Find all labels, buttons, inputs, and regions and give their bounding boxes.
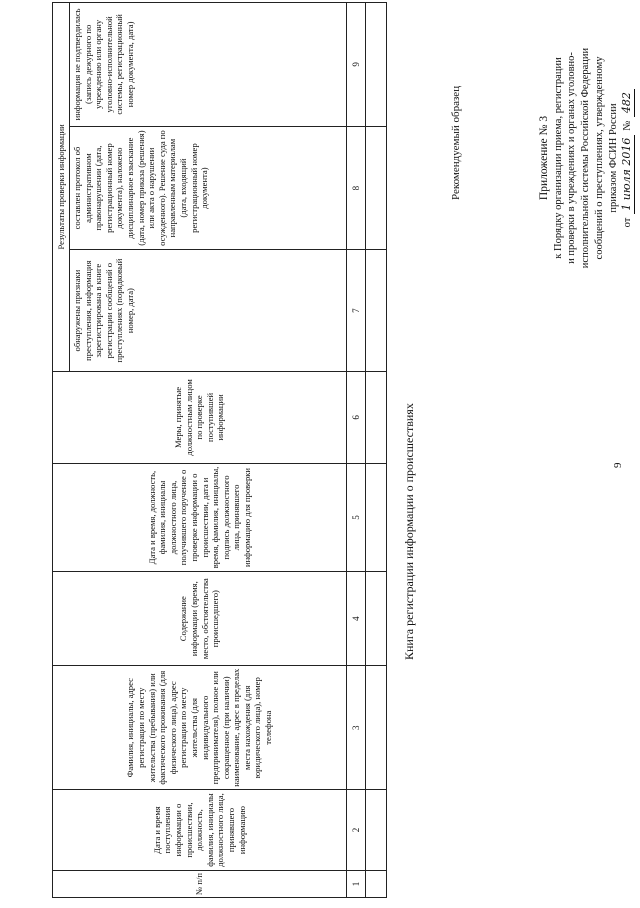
column-number: 2 (347, 790, 366, 871)
handwritten-order-number: 482 (620, 89, 635, 117)
appendix-line: сообщений о преступлениях, утвержденному (593, 56, 605, 260)
order-line (620, 28, 635, 288)
table-cell (366, 371, 387, 463)
column-number: 9 (347, 3, 366, 127)
header-cell: № п/п (53, 871, 347, 898)
column-number: 7 (347, 250, 366, 371)
book-title: Книга регистрации информации о происшествиях (402, 403, 416, 660)
page-number: 9 (612, 462, 624, 468)
header-cell: Содержание информации (время, место, обстоятельства происшедшего) (53, 571, 347, 665)
column-number: 5 (347, 464, 366, 572)
column-number: 4 (347, 571, 366, 665)
column-number: 6 (347, 371, 366, 463)
column-number: 3 (347, 666, 366, 790)
header-cell: составлен протокол об административном правонарушении (дата, регистрационный номер документа), наложено дисциплинарное взыскание (дата, номер приказа (решения) или акта о нарушении осужденного). Решение суда по направленным материалам (дата, входящий регистрационный номер документа) (70, 126, 347, 250)
table-cell (366, 571, 387, 665)
order-prefix: от (622, 217, 634, 228)
table-header-row (53, 3, 70, 898)
registration-table (52, 2, 387, 898)
header-cell: Фамилия, инициалы, адрес регистрации по месту жительства (пребывания) или фактического проживания (для физического лица), адрес регистрации по месту жительства (для индивидуального предпринимателя), полное или сокращенное (при наличии) наименование, адрес в пределах места нахождения (для юридического лица), номер телефона (53, 666, 347, 790)
table-cell (366, 3, 387, 127)
header-cell: информация не подтвердилась (запись дежурного по учреждению или органу уголовно-исполнительной системы, регистрационный номер документа, дата) (70, 3, 347, 127)
table-row (366, 3, 387, 898)
header-cell: Меры, принятые должностным лицом по проверке поступившей информации (53, 371, 347, 463)
table-cell (366, 250, 387, 371)
table-cell (366, 871, 387, 898)
appendix-line: приказом ФСИН России (607, 103, 619, 213)
results-group-header: Результаты проверки информации (53, 3, 70, 372)
column-number: 8 (347, 126, 366, 250)
appendix-block (538, 28, 635, 288)
table-cell (366, 464, 387, 572)
header-cell: Дата и время поступления информации о происшествии, должность, фамилия, инициалы должностного лица, принявшего информацию (53, 790, 347, 871)
column-number: 1 (347, 871, 366, 898)
header-cell: обнаружены признаки преступления, информация зарегистрирована в книге регистрации сообщений о преступлениях (порядковый номер, дата) (70, 250, 347, 371)
order-number-label: № (622, 120, 634, 131)
appendix-line: исполнительной системы Российской Федерации (580, 47, 592, 269)
appendix-title: Приложение № 3 (538, 115, 550, 201)
header-cell: Дата и время, должность, фамилия, инициалы должностного лица, получившего поручение о проверке информации о происшествии, дата и время, фамилия, инициалы, подпись должностного лица, принявшего информацию для проверки (53, 464, 347, 572)
table-cell (366, 666, 387, 790)
handwritten-order-date: 1 июля 2016 (620, 135, 635, 214)
appendix-line: к Порядку организации приема, регистрации (552, 57, 564, 259)
column-number-row (347, 3, 366, 898)
appendix-line: и проверки в учреждениях и органах уголовно- (566, 52, 578, 264)
table-cell (366, 790, 387, 871)
table-cell (366, 126, 387, 250)
recommended-sample-label: Рекомендуемый образец (450, 85, 462, 200)
